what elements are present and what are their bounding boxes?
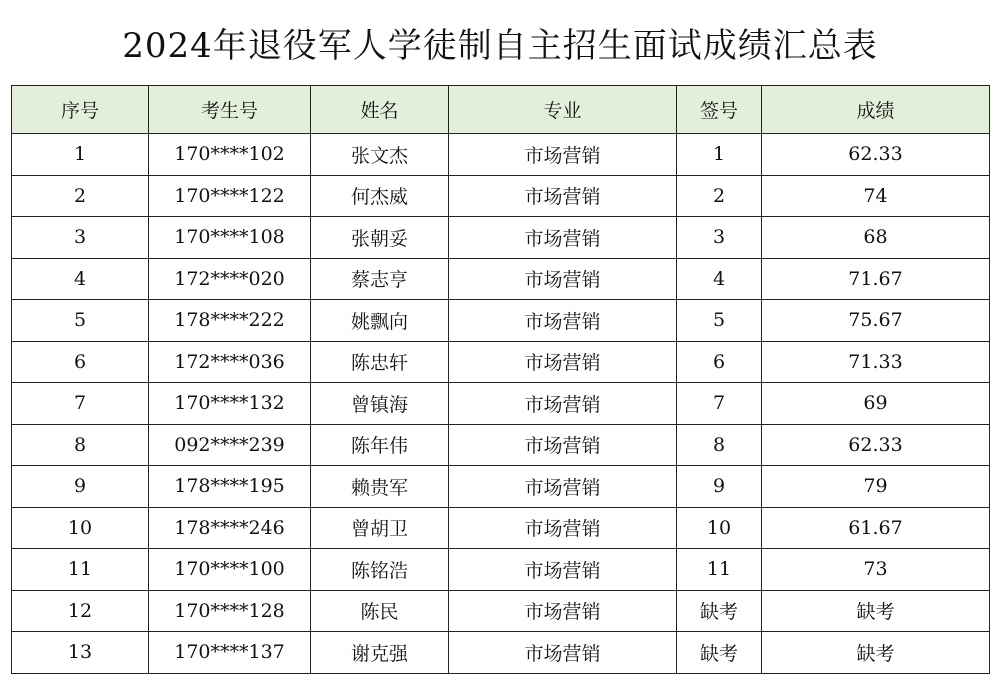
cell-exam-number: 092****239 (149, 424, 311, 466)
cell-name: 何杰威 (311, 175, 449, 217)
cell-seq: 10 (12, 507, 149, 549)
cell-name: 蔡志亨 (311, 258, 449, 300)
cell-draw-number: 9 (677, 466, 762, 508)
cell-major: 市场营销 (449, 300, 677, 342)
cell-draw-number: 2 (677, 175, 762, 217)
cell-score: 73 (762, 549, 990, 591)
cell-seq: 12 (12, 590, 149, 632)
cell-major: 市场营销 (449, 549, 677, 591)
table-row (12, 258, 990, 300)
cell-name: 张朝妥 (311, 217, 449, 259)
cell-score: 缺考 (762, 632, 990, 674)
page-title: 2024年退役军人学徒制自主招生面试成绩汇总表 (122, 26, 878, 66)
header-draw-number: 签号 (677, 86, 762, 134)
cell-name: 谢克强 (311, 632, 449, 674)
cell-score: 75.67 (762, 300, 990, 342)
cell-seq: 5 (12, 300, 149, 342)
cell-score: 69 (762, 383, 990, 425)
cell-major: 市场营销 (449, 134, 677, 176)
cell-draw-number: 10 (677, 507, 762, 549)
table-row (12, 549, 990, 591)
cell-exam-number: 170****128 (149, 590, 311, 632)
cell-exam-number: 170****132 (149, 383, 311, 425)
cell-draw-number: 6 (677, 341, 762, 383)
cell-seq: 6 (12, 341, 149, 383)
table-row (12, 134, 990, 176)
cell-major: 市场营销 (449, 383, 677, 425)
cell-major: 市场营销 (449, 466, 677, 508)
cell-seq: 3 (12, 217, 149, 259)
table-row (12, 175, 990, 217)
table-row (12, 507, 990, 549)
cell-exam-number: 170****137 (149, 632, 311, 674)
cell-name: 张文杰 (311, 134, 449, 176)
header-score: 成绩 (762, 86, 990, 134)
cell-name: 曾镇海 (311, 383, 449, 425)
cell-score: 74 (762, 175, 990, 217)
cell-draw-number: 5 (677, 300, 762, 342)
table-row (12, 341, 990, 383)
cell-score: 62.33 (762, 134, 990, 176)
cell-draw-number: 1 (677, 134, 762, 176)
cell-seq: 8 (12, 424, 149, 466)
cell-seq: 13 (12, 632, 149, 674)
cell-score: 68 (762, 217, 990, 259)
cell-name: 陈铭浩 (311, 549, 449, 591)
cell-score: 62.33 (762, 424, 990, 466)
cell-exam-number: 170****100 (149, 549, 311, 591)
header-major: 专业 (449, 86, 677, 134)
cell-exam-number: 170****108 (149, 217, 311, 259)
cell-seq: 7 (12, 383, 149, 425)
cell-score: 79 (762, 466, 990, 508)
cell-name: 陈民 (311, 590, 449, 632)
cell-score: 71.33 (762, 341, 990, 383)
cell-major: 市场营销 (449, 217, 677, 259)
cell-major: 市场营销 (449, 341, 677, 383)
cell-score: 71.67 (762, 258, 990, 300)
score-table (11, 85, 990, 674)
cell-draw-number: 缺考 (677, 590, 762, 632)
table-row (12, 383, 990, 425)
cell-major: 市场营销 (449, 424, 677, 466)
cell-name: 陈忠轩 (311, 341, 449, 383)
cell-exam-number: 178****246 (149, 507, 311, 549)
cell-score: 缺考 (762, 590, 990, 632)
cell-exam-number: 172****036 (149, 341, 311, 383)
cell-name: 赖贵军 (311, 466, 449, 508)
table-row (12, 300, 990, 342)
cell-major: 市场营销 (449, 507, 677, 549)
cell-major: 市场营销 (449, 590, 677, 632)
cell-exam-number: 170****102 (149, 134, 311, 176)
cell-draw-number: 11 (677, 549, 762, 591)
header-name: 姓名 (311, 86, 449, 134)
header-seq: 序号 (12, 86, 149, 134)
header-exam-number: 考生号 (149, 86, 311, 134)
cell-exam-number: 178****222 (149, 300, 311, 342)
cell-major: 市场营销 (449, 258, 677, 300)
cell-seq: 4 (12, 258, 149, 300)
table-header-row (12, 86, 990, 134)
cell-draw-number: 8 (677, 424, 762, 466)
table-row (12, 632, 990, 674)
table-row (12, 217, 990, 259)
cell-exam-number: 178****195 (149, 466, 311, 508)
cell-draw-number: 4 (677, 258, 762, 300)
cell-seq: 2 (12, 175, 149, 217)
table-row (12, 424, 990, 466)
cell-draw-number: 缺考 (677, 632, 762, 674)
cell-name: 姚飘向 (311, 300, 449, 342)
cell-seq: 9 (12, 466, 149, 508)
cell-seq: 11 (12, 549, 149, 591)
cell-draw-number: 3 (677, 217, 762, 259)
table-row (12, 590, 990, 632)
cell-name: 曾胡卫 (311, 507, 449, 549)
cell-seq: 1 (12, 134, 149, 176)
cell-major: 市场营销 (449, 175, 677, 217)
cell-name: 陈年伟 (311, 424, 449, 466)
cell-score: 61.67 (762, 507, 990, 549)
cell-major: 市场营销 (449, 632, 677, 674)
table-row (12, 466, 990, 508)
cell-exam-number: 172****020 (149, 258, 311, 300)
cell-draw-number: 7 (677, 383, 762, 425)
cell-exam-number: 170****122 (149, 175, 311, 217)
